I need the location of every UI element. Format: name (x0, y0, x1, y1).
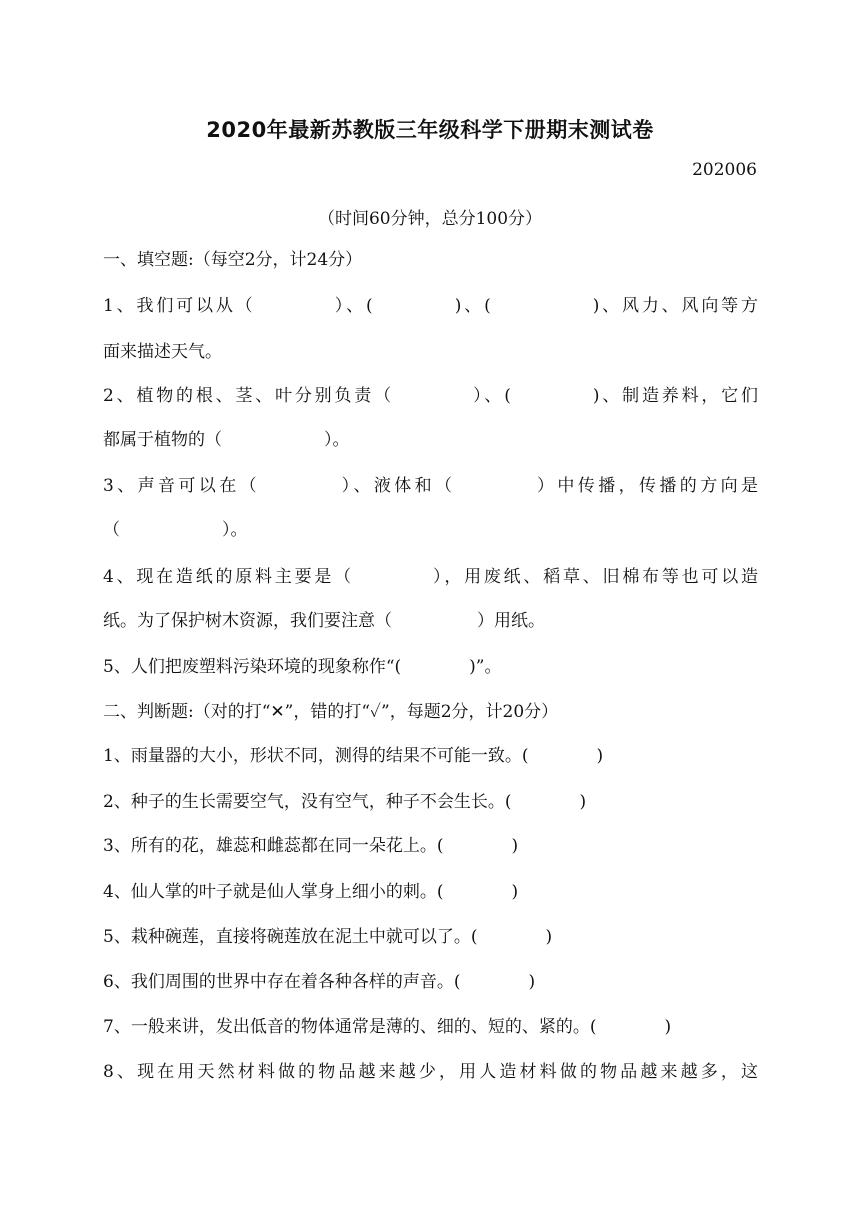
question-line: 7、一般来讲，发出低音的物体通常是薄的、细的、短的、紧的。( ) (103, 1017, 672, 1037)
question-line: 都属于植物的（ ）。 (103, 430, 350, 450)
question-line: 4、现在造纸的原料主要是（ ），用废纸、稻草、旧棉布等也可以造 (103, 567, 758, 587)
date-code: 202006 (692, 160, 757, 180)
question-line: 1、雨量器的大小，形状不同，测得的结果不可能一致。( ) (103, 746, 604, 766)
question-line: 6、我们周围的世界中存在着各种各样的声音。( ) (103, 972, 536, 992)
section1-heading: 一、填空题:（每空2分，计24分） (103, 250, 363, 270)
question-line: 面来描述天气。 (103, 342, 222, 362)
question-line: 5、人们把废塑料污染环境的现象称作“( )”。 (103, 657, 502, 677)
question-line: 4、仙人掌的叶子就是仙人掌身上细小的刺。( ) (103, 882, 519, 902)
question-line: （ ）。 (103, 520, 248, 540)
question-line: 2、种子的生长需要空气，没有空气，种子不会生长。( ) (103, 792, 587, 812)
question-line: 5、栽种碗莲，直接将碗莲放在泥土中就可以了。( ) (103, 927, 553, 947)
exam-title: 2020年最新苏教版三年级科学下册期末测试卷 (206, 118, 654, 142)
question-line: 2、植物的根、茎、叶分别负责（ ）、( )、制造养料，它们 (103, 386, 758, 406)
question-line: 纸。为了保护树木资源，我们要注意（ ）用纸。 (103, 611, 545, 631)
question-line: 1、我们可以从（ ）、( )、( )、风力、风向等方 (103, 296, 759, 316)
time-note: （时间60分钟，总分100分） (317, 209, 543, 229)
question-line: 8、现在用天然材料做的物品越来越少，用人造材料做的物品越来越多，这 (103, 1062, 758, 1082)
section2-heading: 二、判断题:（对的打“✕”，错的打“✓”，每题2分，计20分） (103, 702, 559, 722)
question-line: 3、所有的花，雄蕊和雌蕊都在同一朵花上。( ) (103, 836, 519, 856)
question-line: 3、声音可以在（ ）、液体和（ ）中传播，传播的方向是 (103, 476, 758, 496)
